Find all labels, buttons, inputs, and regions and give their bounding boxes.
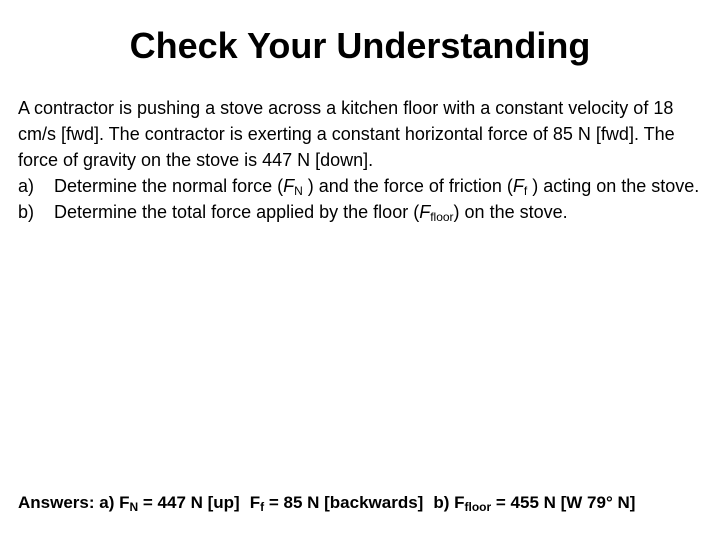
floor-force-subscript: floor <box>430 210 454 224</box>
normal-force-subscript: N <box>294 184 303 198</box>
friction-force-subscript: f <box>523 184 528 198</box>
answers-prefix: Answers: a) F <box>18 493 130 512</box>
answers-line <box>18 490 708 516</box>
answer-friction-subscript: f <box>260 500 265 514</box>
question-part-b <box>18 199 708 225</box>
part-a-text-3: ) acting on the stove. <box>527 176 700 196</box>
part-a-text <box>54 173 708 199</box>
problem-body <box>18 95 708 225</box>
part-b-text-2: ) on the stove. <box>453 202 568 222</box>
answer-normal-value: = 447 N [up] <box>138 493 240 512</box>
answer-friction-symbol: F <box>249 493 261 512</box>
floor-force-symbol: F <box>419 202 431 222</box>
part-a-letter: a) <box>18 176 35 196</box>
normal-force-symbol: F <box>283 176 295 196</box>
problem-intro: A contractor is pushing a stove across a kitchen floor with a constant velocity of 18 cm/s [fwd]. The contractor is exerting a constant horizontal force of 85 N [fwd]. The force of gravity on the stove is 447 N [down]. <box>18 98 675 170</box>
part-b-text-1: Determine the total force applied by the floor ( <box>54 202 420 222</box>
answer-floor-value: = 455 N [W 79° N] <box>491 493 636 512</box>
answer-floor-prefix: b) F <box>433 493 465 512</box>
part-b-letter: b) <box>18 202 35 222</box>
answer-floor-subscript: floor <box>464 500 492 514</box>
part-a-text-1: Determine the normal force ( <box>54 176 284 196</box>
answer-friction-value: = 85 N [backwards] <box>264 493 424 512</box>
part-b-text <box>54 199 708 225</box>
slide-title: Check Your Understanding <box>129 25 591 66</box>
part-a-text-2: ) and the force of friction ( <box>302 176 513 196</box>
answer-normal-subscript: N <box>129 500 139 514</box>
question-part-a <box>18 173 708 199</box>
friction-force-symbol: F <box>512 176 524 196</box>
